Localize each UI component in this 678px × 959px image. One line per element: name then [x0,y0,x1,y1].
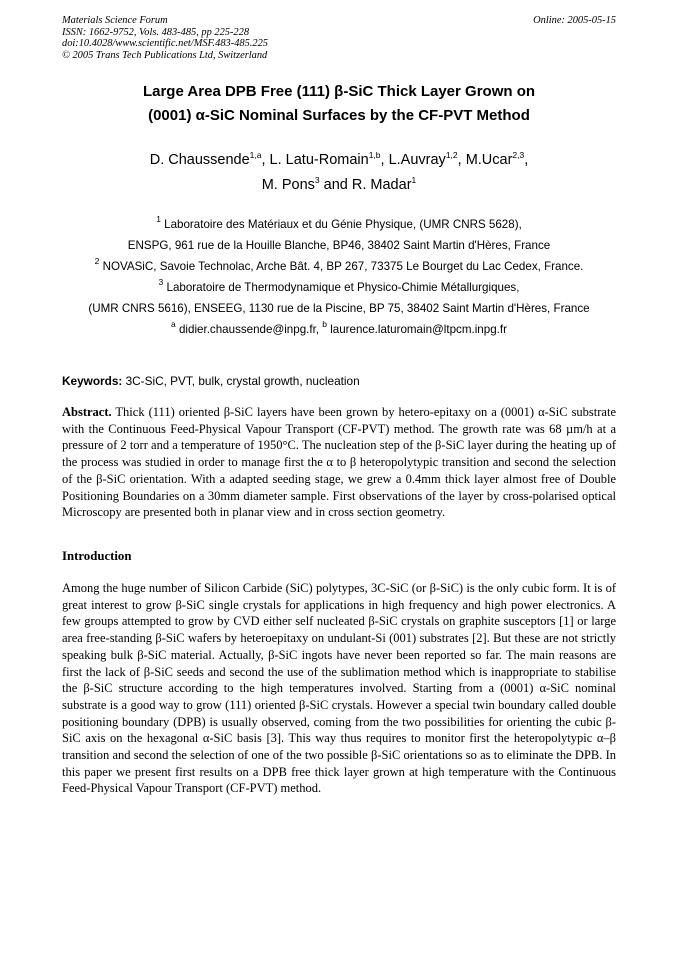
keywords-text: 3C-SiC, PVT, bulk, crystal growth, nucleation [122,374,360,388]
abstract-label: Abstract. [62,405,112,419]
author-affil-sup: 3 [314,175,320,185]
author-affil-sup: 1,a [249,150,262,160]
email-b[interactable]: laurence.laturomain@ltpcm.inpg.fr [326,323,507,336]
author-list [62,148,616,198]
affil-sup: 1 [156,214,161,224]
affiliation-line [50,256,628,277]
journal-name: Materials Science Forum [62,15,168,26]
online-date: Online: 2005-05-15 [533,15,616,26]
paper-title [62,80,616,128]
author-name: , M.Ucar [457,152,513,168]
doi-line[interactable]: doi:10.4028/www.scientific.net/MSF.483-485.225 [62,38,268,50]
author-line-2 [62,173,616,198]
author-name: , L.Auvray [380,152,446,168]
affil-sup: a [171,319,176,329]
author-affil-sup: 2,3 [512,150,525,160]
keywords-label: Keywords: [62,374,123,388]
title-line-2: (0001) α-SiC Nominal Surfaces by the CF-PVT Method [148,107,530,124]
copyright-line: © 2005 Trans Tech Publications Ltd, Switzerland [62,49,268,61]
affil-text: NOVASiC, Savoie Technolac, Arche Bât. 4, BP 267, 73375 Le Bourget du Lac Cedex, France. [99,260,584,273]
introduction-text: Among the huge number of Silicon Carbide (SiC) polytypes, 3C-SiC (or β-SiC) is the only cubic form. It is of great interest to grow β-SiC single crystals for applications in high frequency and high power electronics. A few groups attempted to grow by CVD either self nucleated β-SiC crystals on graphite susceptors [1] or large area free-standing β-SiC wafers by heteroepitaxy on undulant-Si (001) substrates [2]. But these are not strictly speaking bulk β-SiC material. Actually, β-SiC ingots have never been reported so far. The main reasons are first the lack of β-SiC seeds and second the use of the sublimation method which is inappropriate to stabilise the β-SiC structure according to the high temperatures involved. Starting from a (0001) α-SiC nominal substrate is a good way to grow (111) oriented β-SiC crystals. However a special twin boundary called double positioning boundary (DPB) is usually observed, coming from the two possibilities for orienting the cubic β-SiC axis on the hexagonal α-SiC basis [3]. This way thus requires to monitor first the heteropolytypic α–β transition and second the selection of one of the two possible β-SiC orientations so as to eliminate the DPB. In this paper we present first results on a DPB free thick layer grown at high temperature with the Continuous Feed-Physical Vapour Transport (CF-PVT) method. [62,581,616,796]
author-affil-sup: 1 [411,175,417,185]
author-name: M. Pons [261,177,315,193]
author-name: D. Chaussende [149,152,250,168]
affil-sup: 2 [94,256,100,266]
author-name: and R. Madar [319,177,412,193]
author-separator: , [524,152,529,168]
abstract [62,404,616,521]
affiliation-line: (UMR CNRS 5616), ENSEEG, 1130 rue de la Piscine, BP 75, 38402 Saint Martin d'Hères, France [88,302,590,315]
keywords [62,372,616,390]
affiliations [50,214,628,340]
title-line-1: Large Area DPB Free (111) β-SiC Thick Layer Grown on [142,83,536,100]
author-name: , L. Latu-Romain [261,152,369,168]
abstract-text: Thick (111) oriented β-SiC layers have been grown by hetero-epitaxy on a (0001) α-SiC substrate with the Continuous Feed-Physical Vapour Transport (CF-PVT) method. The growth rate was 68 µm/h at a pressure of 2 torr and a temperature of 1950°C. The nucleation step of the β-SiC layer during the heating up of the process was studied in order to manage first the α to β heteropolytypic transition and second the selection of the β-SiC orientation. With a adapted seeding stage, we grew a 0.4mm thick layer almost free of Double Positioning Boundaries on a 30mm diameter sample. First observations of the layer by cross-polarised optical Microscopy are presented both in planar view and in cross section geometry. [62,405,616,520]
affil-text: Laboratoire des Matériaux et du Génie Physique, (UMR CNRS 5628), [160,218,522,231]
author-line-1 [62,148,616,173]
affil-sup: b [322,319,327,329]
affil-sup: 3 [158,277,164,287]
email-a[interactable]: didier.chaussende@inpg.fr, [175,323,323,336]
author-affil-sup: 1,b [368,150,381,160]
affiliation-line [50,277,628,298]
author-affil-sup: 1,2 [445,150,458,160]
email-line [50,319,628,340]
section-heading-introduction: Introduction [62,549,132,563]
affiliation-line [50,214,628,235]
affiliation-line: ENSPG, 961 rue de la Houille Blanche, BP46, 38402 Saint Martin d'Hères, France [127,239,551,252]
journal-header [62,15,616,61]
issn-line: ISSN: 1662-9752, Vols. 483-485, pp 225-228 [62,26,250,38]
affil-text: Laboratoire de Thermodynamique et Physico-Chimie Métallurgiques, [163,281,520,294]
